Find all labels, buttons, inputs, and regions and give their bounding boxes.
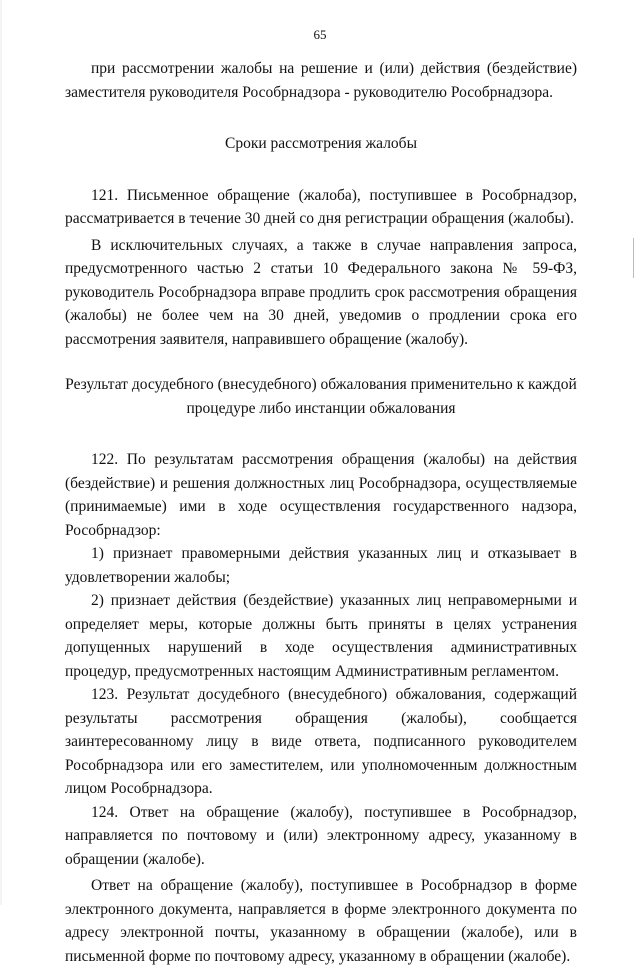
document-body xyxy=(65,57,577,968)
paragraph-122-item-2: 2) признает действия (бездействие) указанных лиц неправомерными и определяет меры, которые должны быть приняты в целях устранения допущенных нарушений в ходе осуществления административных процедур, предусмотренных настоящим Административным регламентом. xyxy=(65,592,577,680)
paragraph-122-item-1: 1) признает правомерными действия указанных лиц и отказывает в удовлетворении жалобы; xyxy=(65,545,577,586)
paragraph-continuation: при рассмотрении жалобы на решение и (или) действия (бездействие) заместителя руководителя Рособрнадзора - руководителю Рособрнадзора. xyxy=(65,60,577,101)
section-heading-terms: Сроки рассмотрения жалобы xyxy=(225,135,417,152)
page-number: 65 xyxy=(313,27,327,42)
scan-edge xyxy=(0,0,2,905)
paragraph-121: 121. Письменное обращение (жалоба), поступившее в Рособрнадзор, рассматривается в течение 30 дней со дня регистрации обращения (жалобы). xyxy=(65,186,577,227)
section-heading-result: Результат досудебного (внесудебного) обжалования применительно к каждой процедуре либо инстанции обжалования xyxy=(65,376,577,417)
paragraph-121-extension: В исключительных случаях, а также в случае направления запроса, предусмотренного частью 2 статьи 10 Федерального закона № 59-ФЗ, руководитель Рособрнадзора вправе продлить срок рассмотрения обращения (жалобы) не более чем на 30 дней, уведомив о продлении срока его рассмотрения заявителя, направившего обращение (жалобу). xyxy=(65,236,577,348)
paragraph-124: 124. Ответ на обращение (жалобу), поступившее в Рособрнадзор, направляется по почтовому и (или) электронному адресу, указанному в обращении (жалобе). xyxy=(65,803,577,868)
paragraph-123: 123. Результат досудебного (внесудебного) обжалования, содержащий результаты рассмотрения обращения (жалобы), сообщается заинтересованному лицу в виде ответа, подписанного руководителем Рособрнадзора или его заместителем, или уполномоченным должностным лицом Рособрнадзора. xyxy=(65,686,577,797)
paragraph-124-electronic: Ответ на обращение (жалобу), поступившее в Рособрнадзор в форме электронного документа, направляется в форме электронного документа по адресу электронной почты, указанному в обращении (жалобе), или в письменной форме по почтовому адресу, указанному в обращении (жалобе). xyxy=(65,877,577,965)
scan-artifact xyxy=(633,238,638,278)
paragraph-122: 122. По результатам рассмотрения обращения (жалобы) на действия (бездействие) и решения должностных лиц Рособрнадзора, осуществляемые (принимаемые) ими в ходе осуществления государственного надзора, Рособрнадзор: xyxy=(65,451,577,539)
